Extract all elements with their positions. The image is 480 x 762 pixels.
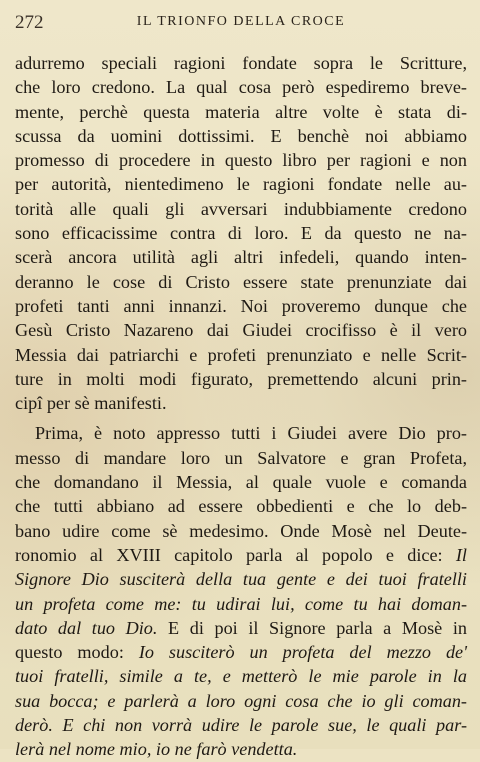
quotation-line: sua bocca; e parlerà a loro ogni cosa che io gli coman- — [15, 690, 467, 711]
text-line — [15, 543, 467, 567]
text-line: mente, perchè questa materia altre volte è stata di- — [15, 101, 467, 122]
text-line: che tutti abbiano ad essere obbedienti e che lo deb- — [15, 496, 467, 517]
quotation-line: Signore Dio susciterà della tua gente e dei tuoi fratelli — [15, 569, 467, 590]
text-line: Messia dai patriarchi e profeti prenunziato e nelle Scrit- — [15, 344, 467, 365]
running-head: IL TRIONFO DELLA CROCE — [136, 14, 346, 29]
text-segment: ronomio al XVIII capitolo parla al popolo e dice: — [15, 544, 443, 565]
text-line: che loro credono. La qual cosa però espediremo breve- — [15, 77, 467, 98]
quotation-line: lerà nel nome mio, io ne farò vendetta. — [15, 739, 298, 760]
text-segment: E di poi il Signore parla a Mosè in — [168, 617, 467, 638]
quotation-line: tuoi fratelli, simile a te, e metterò le mie parole in la — [15, 666, 467, 687]
text-line: Gesù Cristo Nazareno dai Giudei crocifisso è il vero — [15, 320, 467, 341]
quotation-segment: Il — [455, 544, 467, 565]
paragraph-1 — [15, 51, 467, 415]
text-line: messo di mandare loro un Salvatore e gran Profeta, — [15, 447, 467, 468]
page-body — [15, 51, 467, 762]
text-line: scussa da uomini dottissimi. E benchè noi abbiamo — [15, 125, 467, 146]
quotation-line: un profeta come me: tu udirai lui, come tu hai doman- — [15, 593, 467, 614]
text-line: adurremo speciali ragioni fondate sopra le Scritture, — [15, 53, 467, 73]
text-line — [15, 640, 467, 664]
text-line: profeti tanti anni innanzi. Noi proveremo dunque che — [15, 295, 467, 316]
text-segment: questo modo: — [15, 642, 124, 663]
text-line: Prima, è noto appresso tutti i Giudei avere Dio pro- — [35, 423, 467, 444]
quotation-line: derò. E chi non vorrà udire le parole sue, le quali par- — [15, 715, 467, 736]
page-header — [15, 12, 467, 38]
quotation-segment: dato dal tuo Dio. — [15, 617, 158, 638]
text-line: bano udire come sè medesimo. Onde Mosè nel Deute- — [15, 520, 467, 541]
text-line: cipî per sè manifesti. — [15, 393, 167, 414]
text-line: che domandano il Messia, al quale vuole e comanda — [15, 472, 467, 493]
quotation-segment: Io susciterò un profeta del mezzo de' — [138, 642, 468, 663]
text-line: scerà ancora utilità agli altri infedeli, quando inten- — [15, 247, 467, 268]
text-line: torità alle quali gli avversari indubbiamente credono — [15, 198, 467, 219]
text-line: promesso di procedere in questo libro per ragioni e non — [15, 150, 467, 171]
text-line: per autorità, nientedimeno le ragioni fondate nelle au- — [15, 174, 467, 195]
text-line: ture in molti modi figurato, premettendo alcuni prin- — [15, 368, 467, 389]
text-line: sono efficacissime contra di loro. E da questo ne na- — [15, 223, 467, 244]
text-line — [15, 616, 467, 640]
paragraph-2 — [15, 421, 467, 761]
text-line: deranno le cose di Cristo essere state prenunziate dai — [15, 271, 467, 292]
page-number: 272 — [15, 12, 44, 33]
